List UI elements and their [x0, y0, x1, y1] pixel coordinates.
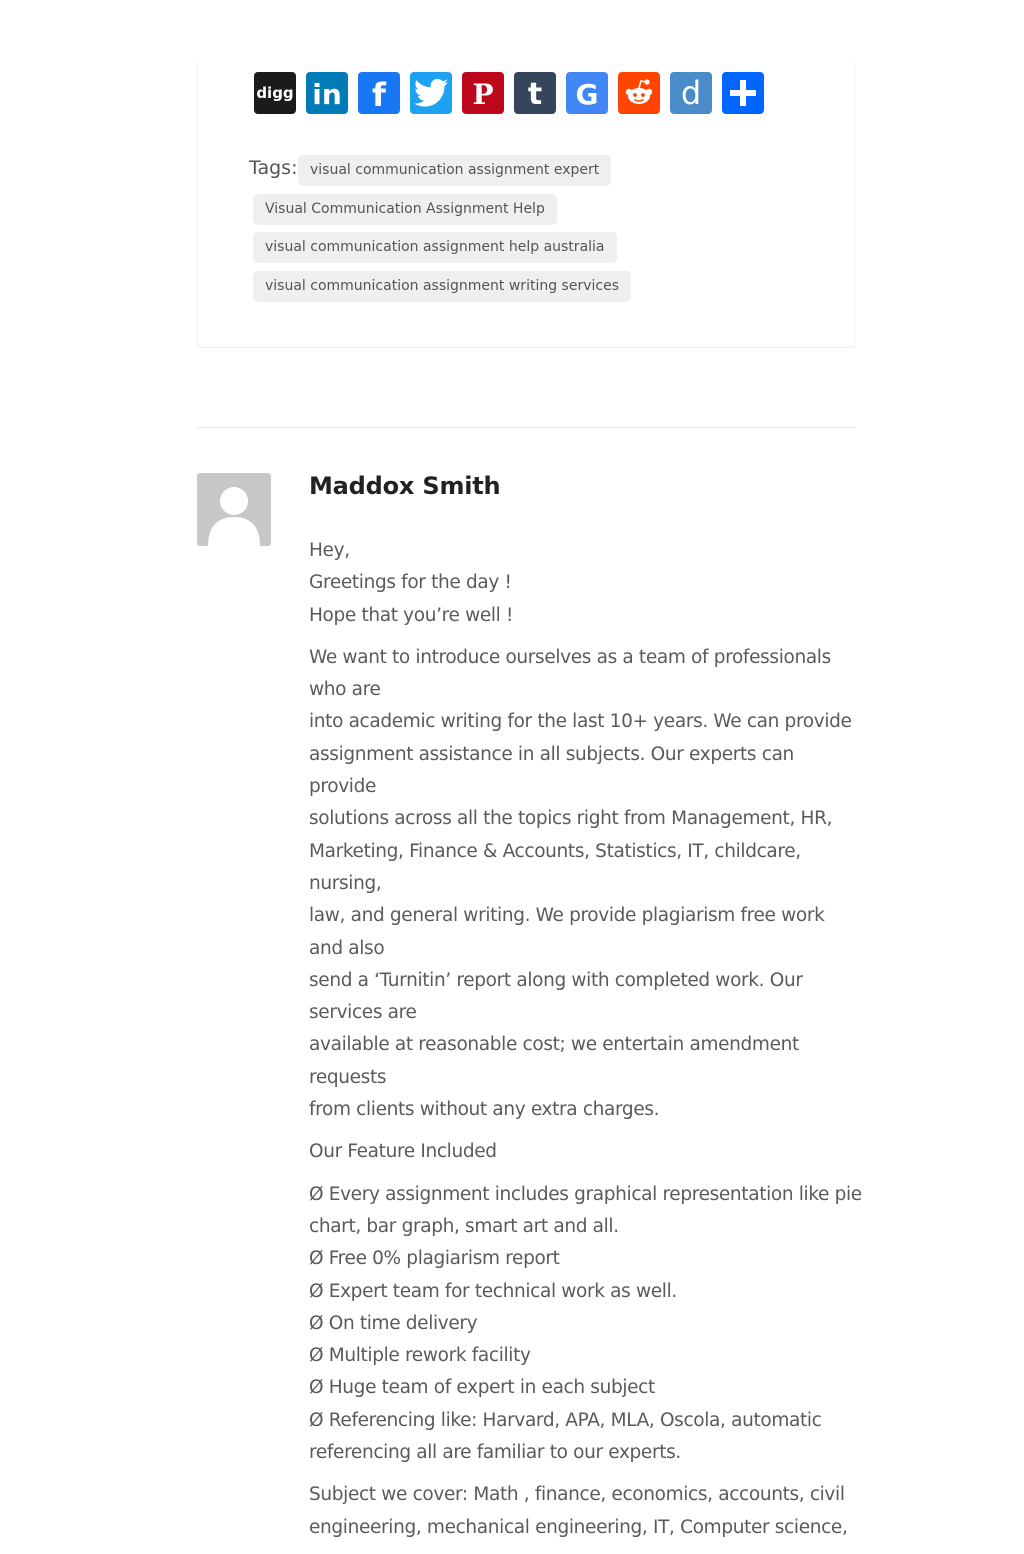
pinterest-share-button[interactable]	[462, 72, 504, 114]
intro-line: assignment assistance in all subjects. Our experts can provide	[309, 743, 794, 798]
feature-line: Ø Expert team for technical work as well.	[309, 1280, 677, 1302]
feature-line: Ø Referencing like: Harvard, APA, MLA, Oscola, automatic	[309, 1409, 822, 1431]
linkedin-icon	[309, 75, 345, 111]
facebook-icon	[361, 75, 397, 111]
reddit-alien-icon	[621, 75, 657, 111]
share-buttons	[254, 72, 764, 114]
linkedin-icon-label: in	[312, 78, 342, 111]
plus-icon	[728, 78, 758, 108]
comment-greeting	[309, 535, 862, 632]
google-icon-label: G	[575, 78, 599, 111]
tags-label: Tags:	[249, 157, 298, 179]
greeting-line: Greetings for the day !	[309, 572, 512, 594]
feature-line: Ø On time delivery	[309, 1312, 478, 1334]
features-heading	[309, 1136, 862, 1168]
tag-link[interactable]: Visual Communication Assignment Help	[253, 194, 557, 225]
greeting-line: Hope that you’re well !	[309, 604, 514, 626]
digg-icon	[256, 82, 294, 104]
tag-link[interactable]: visual communication assignment expert	[298, 155, 611, 186]
diigo-share-button[interactable]	[670, 72, 712, 114]
intro-line: We want to introduce ourselves as a team of professionals who are	[309, 646, 831, 701]
avatar	[197, 473, 271, 546]
tag-link[interactable]: visual communication assignment writing services	[253, 271, 631, 302]
user-silhouette-icon	[197, 473, 271, 546]
tumblr-share-button[interactable]	[514, 72, 556, 114]
tumblr-icon	[517, 75, 553, 111]
digg-share-button[interactable]	[254, 72, 296, 114]
subjects-line: engineering, mechanical engineering, IT, Computer science,	[309, 1516, 848, 1538]
intro-line: into academic writing for the last 10+ years. We can provide	[309, 711, 852, 733]
subjects-paragraph	[309, 1479, 862, 1544]
google-share-button[interactable]	[566, 72, 608, 114]
section-divider	[197, 427, 855, 428]
diigo-icon	[673, 75, 709, 111]
feature-line: referencing all are familiar to our experts.	[309, 1442, 681, 1464]
subjects-line: Subject we cover: Math , finance, economics, accounts, civil	[309, 1484, 845, 1506]
google-icon	[569, 75, 605, 111]
pinterest-icon-label: P	[472, 78, 494, 111]
digg-icon-label: digg	[256, 84, 294, 102]
twitter-share-button[interactable]	[410, 72, 452, 114]
twitter-bird-icon	[414, 78, 448, 108]
feature-line: Ø Free 0% plagiarism report	[309, 1248, 560, 1270]
intro-line: send a ‘Turnitin’ report along with completed work. Our services are	[309, 969, 803, 1024]
feature-line: Ø Huge team of expert in each subject	[309, 1377, 655, 1399]
tumblr-icon-label: t	[527, 77, 543, 111]
feature-line: chart, bar graph, smart art and all.	[309, 1215, 619, 1237]
comment-author-name: Maddox Smith	[309, 472, 501, 500]
features-list	[309, 1179, 862, 1470]
intro-line: solutions across all the topics right from Management, HR,	[309, 808, 833, 830]
features-heading-text: Our Feature Included	[309, 1141, 497, 1163]
comment-intro	[309, 642, 862, 1126]
comment-body	[309, 535, 862, 1554]
share-more-button[interactable]	[722, 72, 764, 114]
feature-line: Ø Multiple rework facility	[309, 1345, 531, 1367]
greeting-line: Hey,	[309, 540, 350, 561]
diigo-icon-label: d	[680, 75, 702, 111]
facebook-icon-label: f	[372, 76, 386, 111]
intro-line: law, and general writing. We provide plagiarism free work and also	[309, 905, 825, 959]
tag-link[interactable]: visual communication assignment help australia	[253, 232, 617, 263]
linkedin-share-button[interactable]	[306, 72, 348, 114]
pinterest-icon	[465, 75, 501, 111]
intro-line: from clients without any extra charges.	[309, 1099, 660, 1121]
facebook-share-button[interactable]	[358, 72, 400, 114]
intro-line: available at reasonable cost; we entertain amendment requests	[309, 1034, 799, 1088]
feature-line: Ø Every assignment includes graphical representation like pie	[309, 1183, 862, 1205]
reddit-share-button[interactable]	[618, 72, 660, 114]
intro-line: Marketing, Finance & Accounts, Statistics, IT, childcare, nursing,	[309, 840, 801, 894]
